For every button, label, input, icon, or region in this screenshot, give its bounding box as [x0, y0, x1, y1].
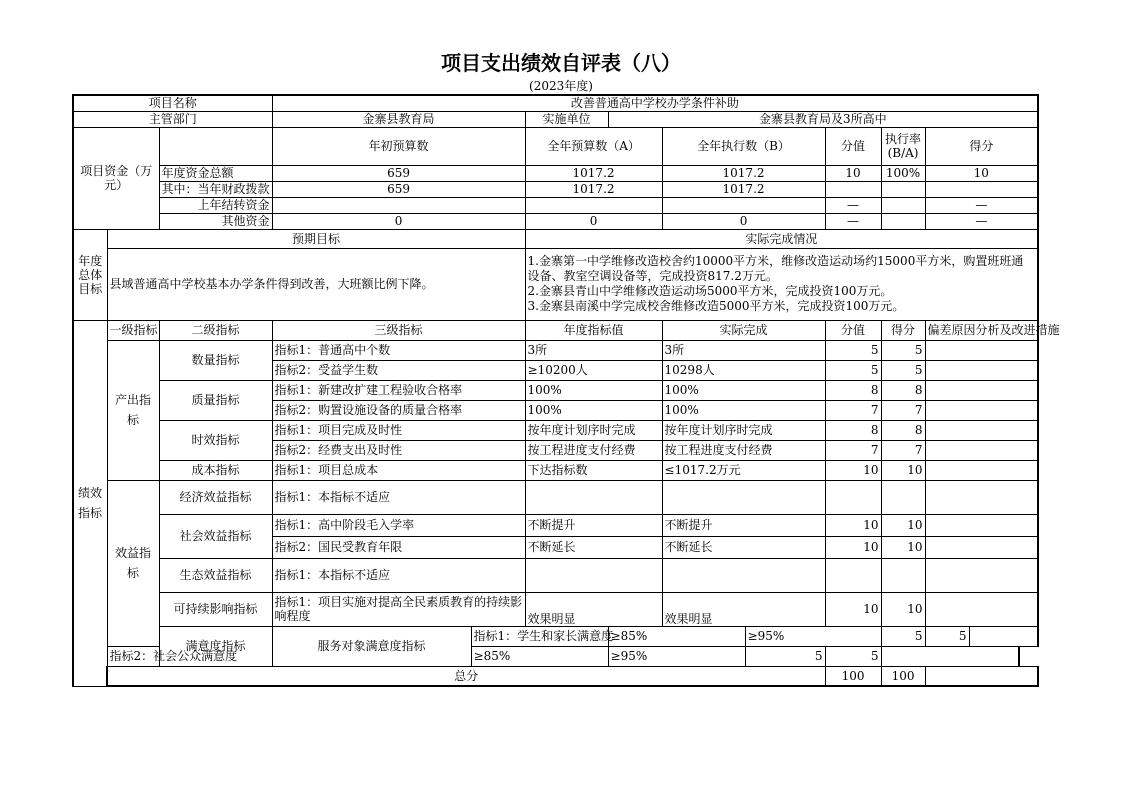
- indicator-l3: 指标1：本指标不适应: [272, 480, 525, 514]
- indicator-score-value: [825, 558, 881, 592]
- indicator-score: 10: [881, 460, 925, 480]
- indicator-target: 100%: [525, 400, 662, 420]
- indicator-score: 5: [881, 340, 925, 360]
- indicator-analysis: [925, 340, 1038, 360]
- funds-annual: 0: [525, 213, 662, 229]
- indicator-actual: ≤1017.2万元: [662, 460, 825, 480]
- indicator-score: [881, 480, 925, 514]
- page-title: 项目支出绩效自评表（八）: [441, 51, 681, 75]
- funds-score: 10: [925, 165, 1038, 181]
- evaluation-table: [72, 94, 1060, 687]
- indicator-analysis: [881, 646, 1019, 666]
- funds-annual: 1017.2: [525, 165, 662, 181]
- service-indicator-label: 服务对象满意度指标: [272, 626, 471, 666]
- indicator-actual: 3所: [662, 340, 825, 360]
- indicator-score-value: 10: [825, 514, 881, 536]
- indicator-actual: 按年度计划序时完成: [662, 420, 825, 440]
- indicator-target: ≥85%: [471, 646, 608, 666]
- indicator-target: [525, 558, 662, 592]
- indicator-analysis: [925, 480, 1038, 514]
- funds-header-score: 得分: [925, 127, 1038, 165]
- indicator-l3: 指标2：经费支出及时性: [272, 440, 525, 460]
- funds-score-value: [825, 181, 881, 197]
- indicator-actual: 效果明显: [662, 592, 825, 626]
- funds-score: [925, 181, 1038, 197]
- indicator-l3: 指标1：普通高中个数: [272, 340, 525, 360]
- indicator-score: 10: [881, 536, 925, 558]
- funds-initial: 0: [272, 213, 525, 229]
- indicator-score: 10: [881, 592, 925, 626]
- indicator-target: 按工程进度支付经费: [525, 440, 662, 460]
- indicator-l3: 指标2：国民受教育年限: [272, 536, 525, 558]
- funds-exec-rate: [881, 213, 925, 229]
- indicator-score-value: 5: [881, 626, 925, 646]
- indicator-actual: ≥95%: [745, 626, 881, 646]
- perf-header-score-value: 分值: [825, 320, 881, 340]
- indicator-l3: 指标1：项目总成本: [272, 460, 525, 480]
- ecological-indicator-label: 生态效益指标: [159, 558, 272, 592]
- perf-header-target: 年度指标值: [525, 320, 662, 340]
- indicator-score-value: 10: [825, 592, 881, 626]
- cost-indicator-label: 成本指标: [159, 460, 272, 480]
- indicator-actual: 按工程进度支付经费: [662, 440, 825, 460]
- project-name-label: 项目名称: [73, 95, 272, 111]
- indicator-score-value: 8: [825, 420, 881, 440]
- benefit-indicator-label: 效益指标: [107, 480, 159, 646]
- impl-label: 实施单位: [525, 111, 608, 127]
- goals-label: 年度总体目标: [73, 229, 107, 320]
- indicator-score: 5: [825, 646, 881, 666]
- indicator-actual: [662, 480, 825, 514]
- indicator-target: 不断延长: [525, 536, 662, 558]
- funds-header-blank: [159, 127, 272, 165]
- indicator-actual: 不断提升: [662, 514, 825, 536]
- funds-executed: 0: [662, 213, 825, 229]
- perf-header-l1: 一级指标: [107, 320, 159, 340]
- indicator-score-value: 5: [745, 646, 825, 666]
- indicator-analysis: [925, 558, 1038, 592]
- indicator-score: 8: [881, 420, 925, 440]
- indicator-score-value: 10: [825, 460, 881, 480]
- indicator-analysis: [925, 514, 1038, 536]
- funds-initial: 659: [272, 165, 525, 181]
- funds-annual: [525, 197, 662, 213]
- indicator-score-value: 8: [825, 380, 881, 400]
- indicator-score-value: 10: [825, 536, 881, 558]
- funds-header-initial: 年初预算数: [272, 127, 525, 165]
- indicator-score: 8: [881, 380, 925, 400]
- indicator-target: 3所: [525, 340, 662, 360]
- funds-row-label: 年度资金总额: [159, 165, 272, 181]
- funds-initial: 659: [272, 181, 525, 197]
- indicator-actual: [662, 558, 825, 592]
- page-subtitle: (2023年度): [529, 79, 593, 93]
- economic-indicator-label: 经济效益指标: [159, 480, 272, 514]
- funds-executed: 1017.2: [662, 181, 825, 197]
- social-indicator-label: 社会效益指标: [159, 514, 272, 558]
- funds-annual: 1017.2: [525, 181, 662, 197]
- funds-score-value: —: [825, 213, 881, 229]
- indicator-actual: 100%: [662, 400, 825, 420]
- indicator-analysis: [925, 536, 1038, 558]
- project-name-value: 改善普通高中学校办学条件补助: [272, 95, 1038, 111]
- perf-header-l3: 三级指标: [272, 320, 525, 340]
- indicator-l3: 指标1：高中阶段毛入学率: [272, 514, 525, 536]
- indicator-analysis: [925, 460, 1038, 480]
- indicator-l3: 指标2：购置设施设备的质量合格率: [272, 400, 525, 420]
- indicator-analysis: [925, 592, 1038, 626]
- timeliness-indicator-label: 时效指标: [159, 420, 272, 460]
- goals-actual-text: 1.金寨第一中学维修改造校舍约10000平方米，维修改造运动场约15000平方米，购置班班通设备、教室空调设备等，完成投资817.2万元。 2.金寨县青山中学维修改造运动场5000平方米，完成投资100万元。 3.金寨县南溪中学完成校舍维修改造5000平方米，完成投资100万元。: [525, 248, 1038, 320]
- funds-row-label: 上年结转资金: [159, 197, 272, 213]
- indicator-score: [881, 558, 925, 592]
- indicator-target: 100%: [525, 380, 662, 400]
- funds-header-executed: 全年执行数（B）: [662, 127, 825, 165]
- funds-score: —: [925, 197, 1038, 213]
- indicator-l3: 指标1：学生和家长满意度: [471, 626, 608, 646]
- indicator-target: 按年度计划序时完成: [525, 420, 662, 440]
- funds-row-label: 其中：当年财政拨款: [159, 181, 272, 197]
- indicator-l3: 指标1：本指标不适应: [272, 558, 525, 592]
- funds-row-label: 其他资金: [159, 213, 272, 229]
- indicator-analysis: [925, 360, 1038, 380]
- indicator-target: 下达指标数: [525, 460, 662, 480]
- indicator-target: 不断提升: [525, 514, 662, 536]
- indicator-score-value: 7: [825, 440, 881, 460]
- indicator-score: 7: [881, 440, 925, 460]
- indicator-score: 7: [881, 400, 925, 420]
- indicator-actual: ≥95%: [608, 646, 745, 666]
- perf-label: 绩效指标: [73, 320, 107, 686]
- indicator-l3: 指标1：项目实施对提高全民素质教育的持续影响程度: [272, 592, 525, 626]
- funds-executed: 1017.2: [662, 165, 825, 181]
- indicator-l3: 指标2：受益学生数: [272, 360, 525, 380]
- funds-header-annual: 全年预算数（A）: [525, 127, 662, 165]
- perf-header-l2: 二级指标: [159, 320, 272, 340]
- indicator-actual: 不断延长: [662, 536, 825, 558]
- total-score-value: 100: [825, 666, 881, 686]
- funds-label: 项目资金（万元）: [73, 127, 159, 229]
- funds-score: —: [925, 213, 1038, 229]
- funds-exec-rate: [881, 197, 925, 213]
- indicator-score: 5: [881, 360, 925, 380]
- indicator-score-value: 5: [825, 340, 881, 360]
- funds-score-value: —: [825, 197, 881, 213]
- total-label: 总分: [107, 666, 825, 686]
- indicator-analysis: [925, 400, 1038, 420]
- goals-actual-header: 实际完成情况: [525, 229, 1038, 248]
- indicator-score: 5: [925, 626, 969, 646]
- indicator-actual: 100%: [662, 380, 825, 400]
- indicator-analysis: [925, 380, 1038, 400]
- indicator-target: ≥10200人: [525, 360, 662, 380]
- perf-header-actual: 实际完成: [662, 320, 825, 340]
- funds-exec-rate: 100%: [881, 165, 925, 181]
- funds-header-score-value: 分值: [825, 127, 881, 165]
- funds-executed: [662, 197, 825, 213]
- quality-indicator-label: 质量指标: [159, 380, 272, 420]
- funds-initial: [272, 197, 525, 213]
- indicator-target: ≥85%: [608, 626, 745, 646]
- indicator-target: [525, 480, 662, 514]
- indicator-analysis: [925, 440, 1038, 460]
- dept-value: 金寨县教育局: [272, 111, 525, 127]
- funds-exec-rate: [881, 181, 925, 197]
- indicator-l3: 指标1：项目完成及时性: [272, 420, 525, 440]
- indicator-analysis: [925, 420, 1038, 440]
- output-indicator-label: 产出指标: [107, 340, 159, 480]
- perf-header-analysis: 偏差原因分析及改进措施: [925, 320, 1038, 340]
- indicator-score: 10: [881, 514, 925, 536]
- funds-score-value: 10: [825, 165, 881, 181]
- impl-value: 金寨县教育局及3所高中: [608, 111, 1038, 127]
- indicator-l3: 指标1：新建改扩建工程验收合格率: [272, 380, 525, 400]
- sustainable-indicator-label: 可持续影响指标: [159, 592, 272, 626]
- indicator-score-value: 5: [825, 360, 881, 380]
- indicator-actual: 10298人: [662, 360, 825, 380]
- dept-label: 主管部门: [73, 111, 272, 127]
- indicator-analysis: [969, 626, 1038, 646]
- quantity-indicator-label: 数量指标: [159, 340, 272, 380]
- indicator-score-value: [825, 480, 881, 514]
- goals-expected-header: 预期目标: [107, 229, 525, 248]
- perf-header-score: 得分: [881, 320, 925, 340]
- total-analysis: [925, 666, 1038, 686]
- indicator-l3: 指标2：社会公众满意度: [107, 646, 272, 666]
- funds-header-exec-rate: 执行率(B/A): [881, 127, 925, 165]
- indicator-target: 效果明显: [525, 592, 662, 626]
- total-score: 100: [881, 666, 925, 686]
- satisfaction-indicator-label: 满意度指标: [159, 626, 272, 666]
- indicator-score-value: 7: [825, 400, 881, 420]
- goals-expected-text: 县域普通高中学校基本办学条件得到改善，大班额比例下降。: [107, 248, 525, 320]
